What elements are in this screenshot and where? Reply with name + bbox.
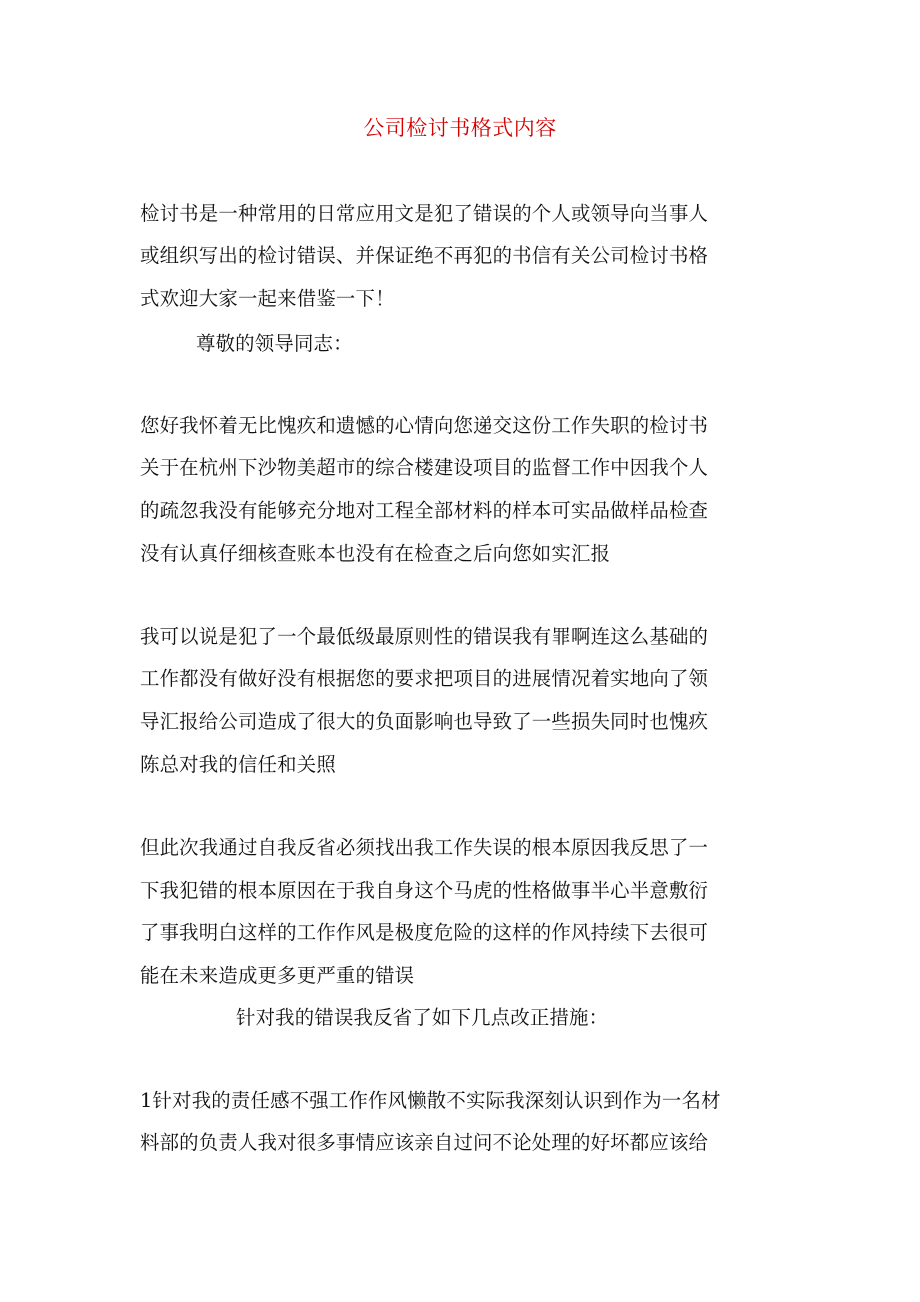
text-line: 工作都没有做好没有根据您的要求把项目的进展情况着实地向了领 [140, 667, 709, 690]
text-line: 您好我怀着无比愧疚和遗憾的心情向您递交这份工作失职的检讨书 [140, 414, 709, 437]
text-line: 关于在杭州下沙物美超市的综合楼建设项目的监督工作中因我个人 [140, 456, 709, 479]
text-line: 能在未来造成更多更严重的错误 [140, 964, 415, 987]
measures-heading-line: 针对我的错误我反省了如下几点改正措施： [236, 1006, 609, 1029]
salutation-line: 尊敬的领导同志： [196, 332, 353, 355]
text-line: 了事我明白这样的工作作风是极度危险的这样的作风持续下去很可 [140, 921, 709, 944]
text-line: 导汇报给公司造成了很大的负面影响也导致了一些损失同时也愧疚 [140, 710, 709, 733]
text-line: 的疏忽我没有能够充分地对工程全部材料的样本可实品做样品检查 [140, 499, 709, 522]
text-line: 检讨书是一种常用的日常应用文是犯了错误的个人或领导向当事人 [140, 202, 709, 225]
text-line: 但此次我通过自我反省必须找出我工作失误的根本原因我反思了一 [140, 836, 709, 859]
text-line: 或组织写出的检讨错误、并保证绝不再犯的书信有关公司检讨书格 [140, 244, 709, 267]
text-line: 陈总对我的信任和关照 [140, 753, 336, 776]
text-line: 没有认真仔细核查账本也没有在检查之后向您如实汇报 [140, 542, 611, 565]
text-line: 料部的负责人我对很多事情应该亲自过问不论处理的好坏都应该给 [140, 1131, 709, 1154]
text-line: 1针对我的责任感不强工作作风懒散不实际我深刻认识到作为一名材 [140, 1089, 721, 1112]
text-line: 下我犯错的根本原因在于我自身这个马虎的性格做事半心半意敷衍 [140, 879, 709, 902]
document-title: 公司检讨书格式内容 [363, 116, 557, 140]
text-line: 我可以说是犯了一个最低级最原则性的错误我有罪啊连这么基础的 [140, 625, 709, 648]
text-line: 式欢迎大家一起来借鉴一下！ [140, 287, 395, 310]
